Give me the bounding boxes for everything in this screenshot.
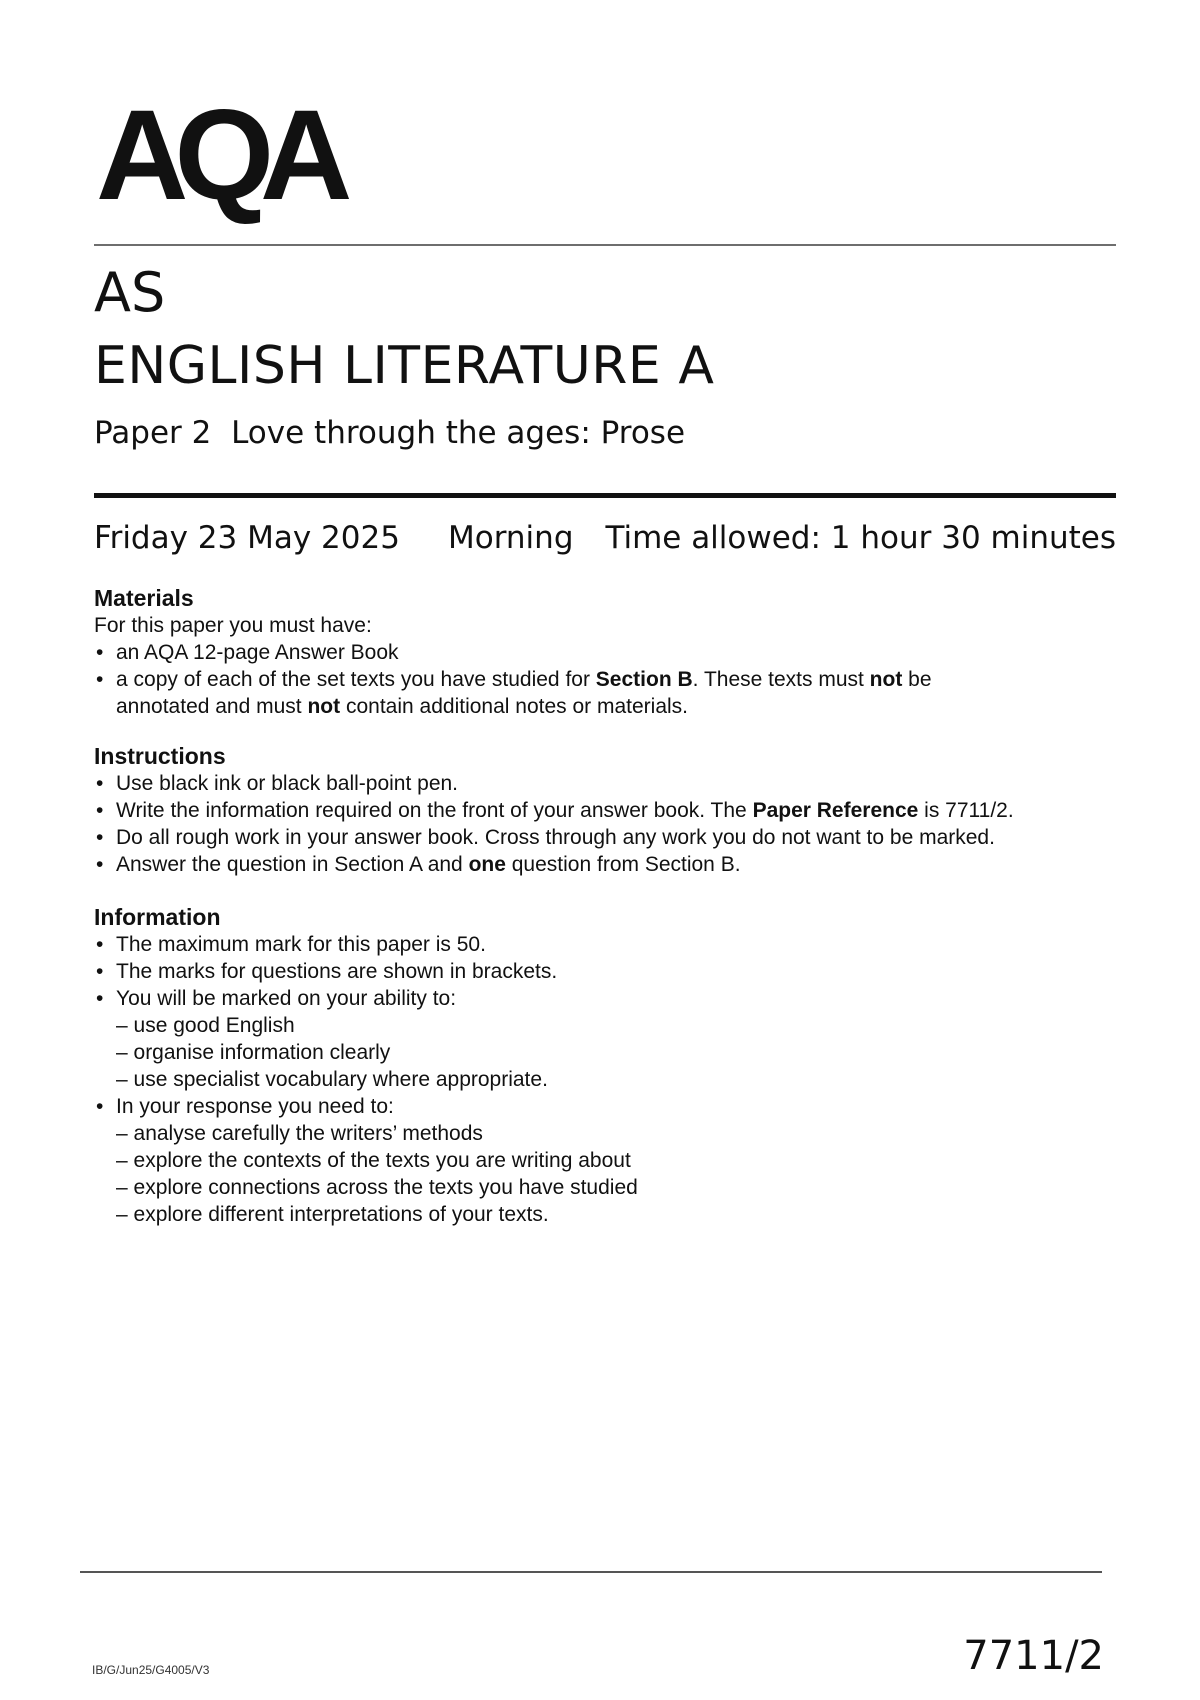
sub-item: – explore connections across the texts you have studied [116, 1176, 638, 1199]
header-divider [94, 244, 1116, 246]
list-item: • Use black ink or black ball-point pen. [94, 770, 1124, 797]
list-item: • Do all rough work in your answer book. Cross through any work you do not want to be marked. [94, 824, 1124, 851]
instructions-list [94, 770, 1124, 878]
sub-item: – analyse carefully the writers’ methods [116, 1122, 483, 1145]
list-item: • Write the information required on the front of your answer book. The Paper Reference is 7711/2. [94, 797, 1124, 824]
list-item: • a copy of each of the set texts you have studied for Section B. These texts must not be annotated and must not contain additional notes or materials. [94, 666, 1026, 720]
title-divider [94, 493, 1116, 498]
qualification-level: AS [94, 261, 166, 324]
sub-item: – use specialist vocabulary where appropriate. [116, 1068, 548, 1091]
materials-heading: Materials [94, 585, 194, 611]
materials-intro: For this paper you must have: [94, 614, 372, 637]
sub-item: – explore the contexts of the texts you are writing about [116, 1149, 631, 1172]
instructions-section [94, 742, 1124, 878]
paper-title: Paper 2 Love through the ages: Prose [94, 415, 686, 451]
list-item: • You will be marked on your ability to: [94, 985, 1124, 1012]
exam-date: Friday 23 May 2025 [94, 520, 400, 556]
instructions-heading: Instructions [94, 743, 226, 769]
list-item: • an AQA 12-page Answer Book [94, 639, 1124, 666]
information-list [94, 931, 1124, 1228]
time-allowed: Time allowed: 1 hour 30 minutes [605, 520, 1116, 556]
document-reference: IB/G/Jun25/G4005/V3 [92, 1663, 210, 1677]
aqa-logo: AQA [96, 84, 339, 227]
paper-code: 7711/2 [963, 1633, 1104, 1679]
sub-item: – organise information clearly [116, 1041, 391, 1064]
information-heading: Information [94, 904, 221, 930]
list-item: • In your response you need to: [94, 1093, 1124, 1120]
list-item: • Answer the question in Section A and one question from Section B. [94, 851, 1124, 878]
sub-item: – explore different interpretations of your texts. [116, 1203, 549, 1226]
sub-item: – use good English [116, 1014, 295, 1037]
exam-session: Morning [448, 520, 574, 556]
list-item: • The marks for questions are shown in brackets. [94, 958, 1124, 985]
information-section [94, 903, 1124, 1228]
footer-divider [80, 1571, 1102, 1573]
subject-title: ENGLISH LITERATURE A [94, 336, 715, 396]
list-item: • The maximum mark for this paper is 50. [94, 931, 1124, 958]
materials-list [94, 639, 1124, 720]
materials-section [94, 584, 1124, 720]
